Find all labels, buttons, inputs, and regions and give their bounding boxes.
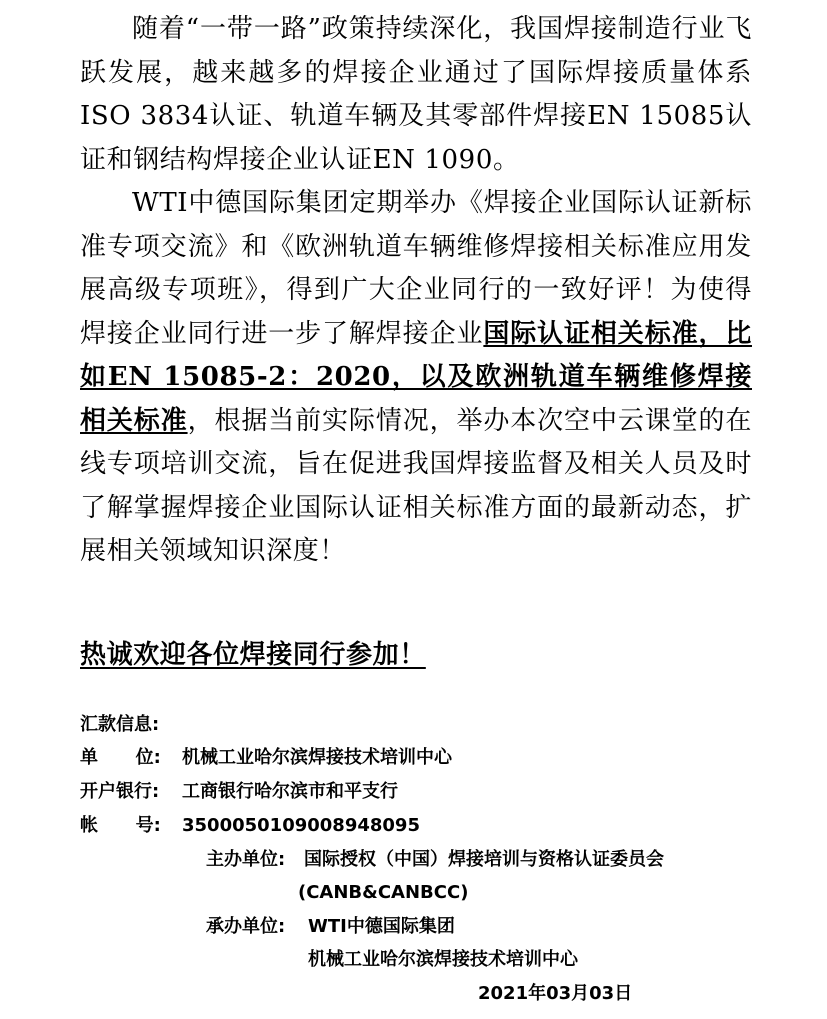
remittance-unit-row <box>80 746 452 770</box>
highlighted-standards-text: 国际认证相关标准，比如EN 15085-2：2020，以及欧洲轨道车辆维修焊接相关标准 <box>80 318 752 436</box>
unit-value: 机械工业哈尔滨焊接技术培训中心 <box>182 747 452 768</box>
unit-label: 单 位: <box>80 747 161 768</box>
remittance-bank-row <box>80 780 398 804</box>
host-row <box>206 848 664 872</box>
bank-value: 工商银行哈尔滨市和平支行 <box>182 781 398 802</box>
paragraph-purpose <box>80 182 752 574</box>
notice-date: 2021年03月03日 <box>478 983 633 1004</box>
undertaker-label: 承办单位: <box>206 916 286 937</box>
notice-body <box>80 8 752 574</box>
remittance-heading: 汇款信息: <box>80 714 160 735</box>
undertaker-row <box>206 915 455 939</box>
paragraph-purpose-text-end: ，根据当前实际情况，举办本次空中云课堂的在线专项培训交流，旨在促进我国焊接监督及相关人员及时了解掌握焊接企业国际认证相关标准方面的最新动态，扩展相关领域知识深度！ <box>80 405 752 566</box>
account-label: 帐 号: <box>80 815 161 836</box>
undertaker-value-1: WTI中德国际集团 <box>308 916 455 937</box>
undertaker-value-2: 机械工业哈尔滨焊接技术培训中心 <box>308 949 578 970</box>
paragraph-intro: 随着“一带一路”政策持续深化，我国焊接制造行业飞跃发展，越来越多的焊接企业通过了国际焊接质量体系ISO 3834认证、轨道车辆及其零部件焊接EN 15085认证和钢结构焊接企业认证EN 1090。 <box>80 14 752 175</box>
bank-label: 开户银行: <box>80 781 160 802</box>
host-value: 国际授权（中国）焊接培训与资格认证委员会 <box>304 849 664 870</box>
welcome-line: 热诚欢迎各位焊接同行参加！ <box>80 640 426 670</box>
remittance-account-row <box>80 814 420 838</box>
host-label: 主办单位: <box>206 849 286 870</box>
account-number: 3500050109008948095 <box>182 815 420 836</box>
paragraph-purpose-text-start: WTI中德国际集团定期举办《焊接企业国际认证新标准专项交流》和《欧洲轨道车辆维修焊接相关标准应用发展高级专项班》，得到广大企业同行的一致好评！为使得焊接企业同行进一步了解焊接企业 <box>80 188 752 349</box>
host-abbreviation: (CANB&CANBCC) <box>298 882 469 903</box>
